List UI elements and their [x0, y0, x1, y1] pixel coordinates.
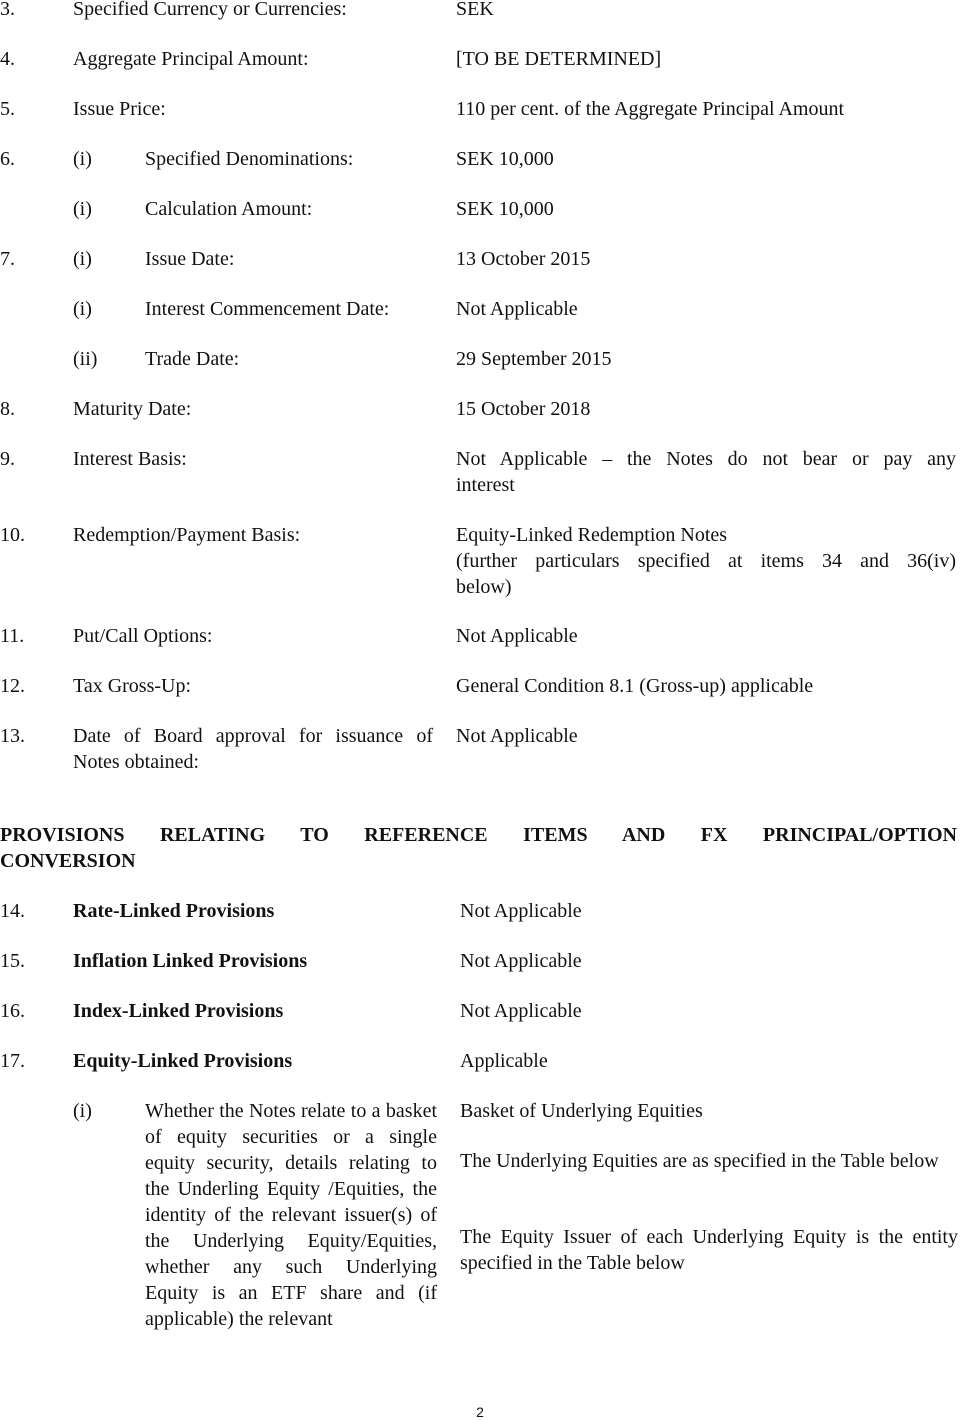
item-4-label: Aggregate Principal Amount:: [73, 48, 309, 70]
page-number: 2: [476, 1404, 484, 1420]
item-6-sub-marker: (i): [73, 148, 92, 170]
item-11-label: Put/Call Options:: [73, 625, 213, 647]
item-6b-value: SEK 10,000: [456, 198, 554, 220]
item-16-value: Not Applicable: [460, 1000, 582, 1022]
item-7-value: 13 October 2015: [456, 248, 591, 270]
section-heading-line-1: PROVISIONS RELATING TO REFERENCE ITEMS AND FX PRINCIPAL/OPTION: [0, 824, 957, 846]
item-3-value: SEK: [456, 0, 494, 20]
item-5-value: 110 per cent. of the Aggregate Principal Amount: [456, 98, 845, 120]
item-17-value: Applicable: [460, 1050, 548, 1072]
item-5-number: 5.: [0, 98, 15, 120]
item-4-number: 4.: [0, 48, 15, 70]
item-7b-label: Interest Commencement Date:: [145, 298, 390, 320]
item-11-number: 11.: [0, 625, 25, 647]
item-7c-value: 29 September 2015: [456, 348, 612, 370]
item-7-label: Issue Date:: [145, 248, 235, 270]
item-7b-sub-marker: (i): [73, 298, 92, 320]
section-heading-line-2: CONVERSION: [0, 850, 136, 872]
item-17-number: 17.: [0, 1050, 25, 1072]
item-7-sub-marker: (i): [73, 248, 92, 270]
item-6-number: 6.: [0, 148, 15, 170]
item-6-label: Specified Denominations:: [145, 148, 354, 170]
item-6-value: SEK 10,000: [456, 148, 554, 170]
item-13-number: 13.: [0, 725, 25, 747]
item-14-value: Not Applicable: [460, 900, 582, 922]
item-10-number: 10.: [0, 524, 25, 546]
item-3-number: 3.: [0, 0, 15, 20]
item-10-value-line-1: Equity-Linked Redemption Notes: [456, 524, 728, 546]
item-16-label: Index-Linked Provisions: [73, 1000, 284, 1022]
item-17-sub-value-1: Basket of Underlying Equities: [460, 1100, 703, 1122]
item-15-label: Inflation Linked Provisions: [73, 950, 308, 972]
item-13-value: Not Applicable: [456, 725, 578, 747]
item-15-value: Not Applicable: [460, 950, 582, 972]
item-9-value-line-2: interest: [456, 474, 515, 496]
item-5-label: Issue Price:: [73, 98, 166, 120]
item-8-number: 8.: [0, 398, 15, 420]
item-17-sub-value-2: The Underlying Equities are as specified in the Table below: [460, 1150, 939, 1172]
item-17-label: Equity-Linked Provisions: [73, 1050, 293, 1072]
item-14-label: Rate-Linked Provisions: [73, 900, 275, 922]
item-7-number: 7.: [0, 248, 15, 270]
item-9-label: Interest Basis:: [73, 448, 187, 470]
item-12-label: Tax Gross-Up:: [73, 675, 192, 697]
item-9-value-line-1: Not Applicable – the Notes do not bear or pay any: [456, 448, 956, 470]
item-10-value-line-2: (further particulars specified at items 34 and 36(iv): [456, 550, 956, 572]
item-3-label: Specified Currency or Currencies:: [73, 0, 347, 20]
item-7b-value: Not Applicable: [456, 298, 578, 320]
item-15-number: 15.: [0, 950, 25, 972]
item-6b-label: Calculation Amount:: [145, 198, 313, 220]
item-13-label-line-2: Notes obtained:: [73, 751, 200, 773]
item-17-sub-value-3: The Equity Issuer of each Underlying Equity is the entity specified in the Table below: [460, 1226, 958, 1274]
item-17-sub-marker: (i): [73, 1100, 92, 1122]
item-7c-sub-marker: (ii): [73, 348, 98, 370]
item-9-number: 9.: [0, 448, 15, 470]
item-13-label-line-1: Date of Board approval for issuance of: [73, 725, 433, 747]
item-12-value: General Condition 8.1 (Gross-up) applicable: [456, 675, 814, 697]
item-17-sub-label: Whether the Notes relate to a basket of equity securities or a single equity security, details relating to the Underling Equity /Equities, the identity of the relevant issuer(s) of the Underlying Equity/Equities, whether any such Underlying Equity is an ETF share and (if applicable) the relevant: [145, 1100, 437, 1330]
item-8-label: Maturity Date:: [73, 398, 192, 420]
item-16-number: 16.: [0, 1000, 25, 1022]
item-14-number: 14.: [0, 900, 25, 922]
item-11-value: Not Applicable: [456, 625, 578, 647]
item-10-value-line-3: below): [456, 576, 512, 598]
item-12-number: 12.: [0, 675, 25, 697]
item-4-value: [TO BE DETERMINED]: [456, 48, 662, 70]
item-6b-sub-marker: (i): [73, 198, 92, 220]
item-10-label: Redemption/Payment Basis:: [73, 524, 301, 546]
item-7c-label: Trade Date:: [145, 348, 240, 370]
item-8-value: 15 October 2018: [456, 398, 591, 420]
